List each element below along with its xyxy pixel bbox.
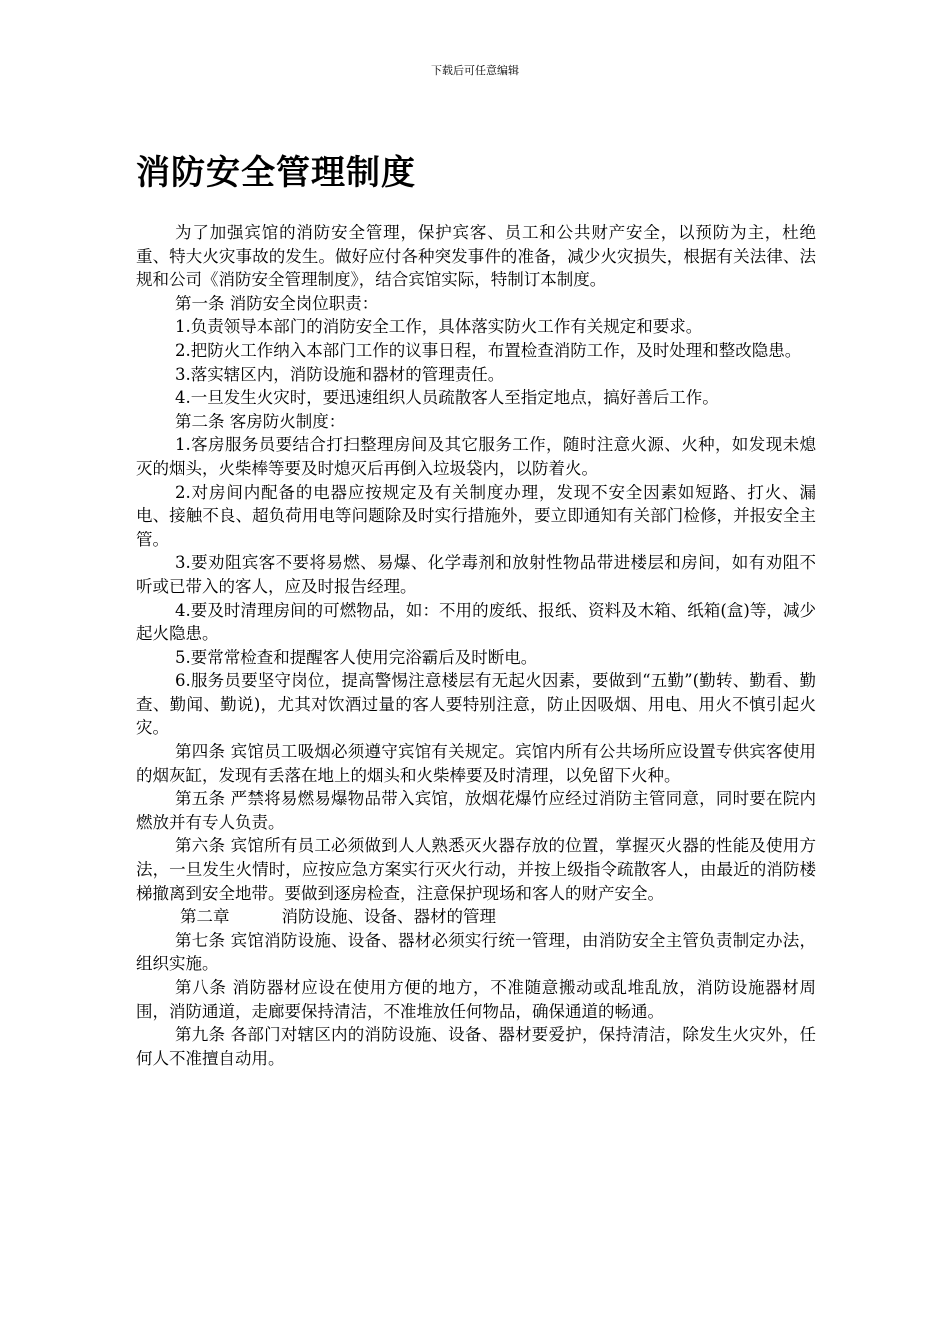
article-5-paragraph: 第五条 严禁将易燃易爆物品带入宾馆，放烟花爆竹应经过消防主管同意，同时要在院内燃放并有专人负责。 (136, 789, 816, 832)
article-1-heading: 第一条 消防安全岗位职责： (175, 293, 379, 313)
document-body (136, 221, 816, 1070)
article-4-paragraph: 第四条 宾馆员工吸烟必须遵守宾馆有关规定。宾馆内所有公共场所应设置专供宾客使用的烟灰缸，发现有丢落在地上的烟头和火柴棒要及时清理，以免留下火种。 (136, 742, 816, 785)
article-7-paragraph: 第七条 宾馆消防设施、设备、器材必须实行统一管理，由消防安全主管负责制定办法，组织实施。 (136, 930, 816, 974)
article-9-paragraph: 第九条 各部门对辖区内的消防设施、设备、器材要爱护，保持清洁，除发生火灾外，任何人不准擅自动用。 (136, 1025, 816, 1068)
article-2-item-2: 2.对房间内配备的电器应按规定及有关制度办理，发现不安全因素如短路、打火、漏电、接触不良、超负荷用电等问题除及时实行措施外，要立即通知有关部门检修，并报安全主管。 (136, 482, 816, 549)
chapter-2-heading (136, 905, 816, 929)
page-header-note: 下载后可任意编辑 (431, 64, 519, 77)
article-1-item-3: 3.落实辖区内，消防设施和器材的管理责任。 (175, 364, 505, 384)
article-2-heading: 第二条 客房防火制度： (175, 411, 346, 431)
article-2-item-6: 6.服务员要坚守岗位，提高警惕注意楼层有无起火因素，要做到“五勤”(勤转、勤看、勤查、勤闻、勤说)，尤其对饮酒过量的客人要特别注意，防止因吸烟、用电、用火不慎引起火灾。 (136, 671, 816, 738)
chapter-number: 第二章 (180, 907, 230, 927)
intro-paragraph: 为了加强宾馆的消防安全管理，保护宾客、员工和公共财产安全，以预防为主，杜绝重、特大火灾事故的发生。做好应付各种突发事件的准备，减少火灾损失，根据有关法律、法规和公司《消防安全管理制度》，结合宾馆实际，特制订本制度。 (136, 223, 816, 290)
article-2-item-4: 4.要及时清理房间的可燃物品，如：不用的废纸、报纸、资料及木箱、纸箱(盒)等，减少起火隐患。 (136, 600, 816, 644)
article-1-item-2: 2.把防火工作纳入本部门工作的议事日程，布置检查消防工作，及时处理和整改隐患。 (175, 340, 802, 360)
chapter-title: 消防设施、设备、器材的管理 (281, 907, 496, 927)
article-2-item-5: 5.要常常检查和提醒客人使用完浴霸后及时断电。 (175, 647, 538, 667)
document-title: 消防安全管理制度 (136, 153, 416, 193)
article-6-paragraph: 第六条 宾馆所有员工必须做到人人熟悉灭火器存放的位置，掌握灭火器的性能及使用方法，一旦发生火情时，应按应急方案实行灭火行动，并按上级指令疏散客人，由最近的消防楼梯撤离到安全地带。要做到逐房检查，注意保护现场和客人的财产安全。 (136, 836, 816, 903)
article-1-item-1: 1.负责领导本部门的消防安全工作，具体落实防火工作有关规定和要求。 (175, 317, 703, 337)
article-8-paragraph: 第八条 消防器材应设在使用方便的地方，不准随意搬动或乱堆乱放，消防设施器材周围，消防通道，走廊要保持清洁，不准堆放任何物品，确保通道的畅通。 (136, 978, 816, 1021)
article-1-item-4: 4.一旦发生火灾时，要迅速组织人员疏散客人至指定地点，搞好善后工作。 (175, 388, 719, 408)
article-2-item-3: 3.要劝阻宾客不要将易燃、易爆、化学毒剂和放射性物品带进楼层和房间，如有劝阻不听或已带入的客人，应及时报告经理。 (136, 553, 816, 596)
article-2-item-1: 1.客房服务员要结合打扫整理房间及其它服务工作，随时注意火源、火种，如发现未熄灭的烟头，火柴棒等要及时熄灭后再倒入垃圾袋内，以防着火。 (136, 435, 816, 478)
